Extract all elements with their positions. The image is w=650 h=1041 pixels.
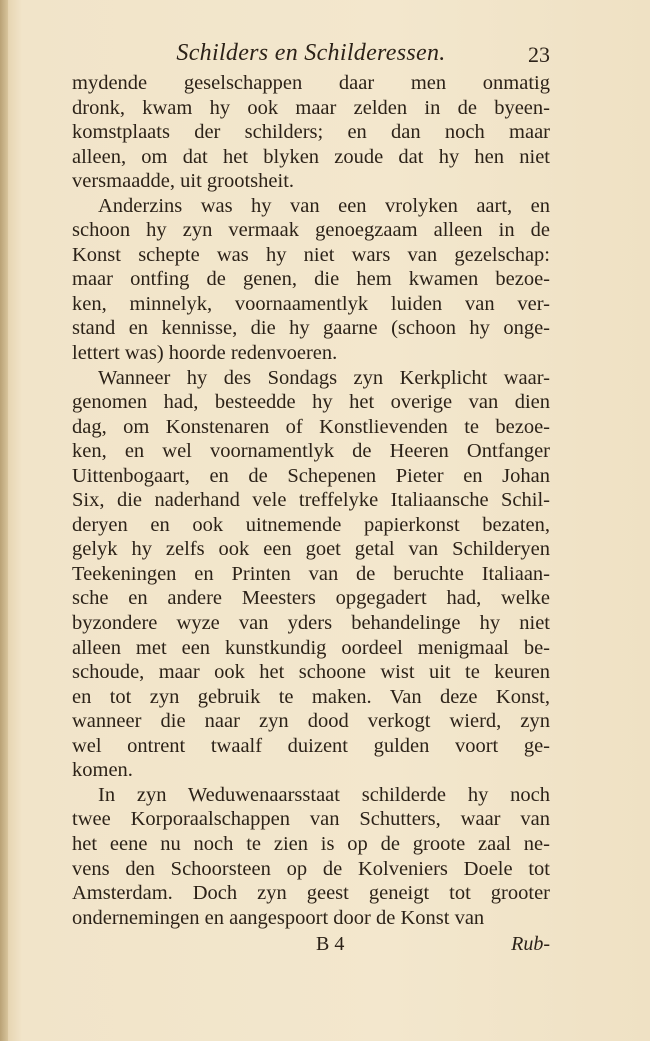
text-line: wanneer die naar zyn dood verkogt wierd, zyn bbox=[72, 710, 550, 733]
text-line: twee Korporaalschappen van Schutters, waar van bbox=[72, 808, 550, 831]
text-line: alleen, om dat het blyken zoude dat hy hen niet bbox=[72, 145, 550, 168]
text-line: In zyn Weduwenaarsstaat schilderde hy noch bbox=[98, 783, 550, 806]
page-number: 23 bbox=[528, 42, 550, 67]
text-line: Konst schepte was hy niet wars van gezelschap: bbox=[72, 243, 550, 266]
text-line: Uittenbogaart, en de Schepenen Pieter en Johan bbox=[72, 464, 550, 487]
catchword: Rub- bbox=[511, 933, 550, 955]
text-line: mydende geselschappen daar men onmatig bbox=[72, 72, 550, 94]
text-line: byzondere wyze van yders behandelinge hy niet bbox=[72, 612, 550, 635]
paragraph bbox=[72, 783, 550, 930]
text-line: maar ontfing de genen, die hem kwamen bezoe- bbox=[72, 268, 550, 291]
text-line: sche en andere Meesters opgegadert had, welke bbox=[72, 587, 550, 610]
page-footer bbox=[72, 933, 550, 961]
text-line: alleen met een kunstkundig oordeel menigmaal be- bbox=[72, 636, 550, 659]
signature-mark: B 4 bbox=[316, 933, 345, 955]
text-line: komen. bbox=[72, 759, 133, 782]
text-line: versmaadde, uit grootsheit. bbox=[72, 170, 295, 193]
text-body bbox=[72, 71, 550, 930]
text-line: het eene nu noch te zien is op de groote zaal ne- bbox=[72, 832, 550, 855]
paragraph bbox=[72, 194, 550, 366]
text-line: ken, minnelyk, voornaamentlyk luiden van ver- bbox=[72, 292, 550, 315]
text-line: komstplaats der schilders; en dan noch maar bbox=[72, 121, 550, 144]
text-line: schoude, maar ook het schoone wist uit te keuren bbox=[72, 661, 550, 684]
text-line: vens den Schoorsteen op de Kolveniers Doele tot bbox=[72, 857, 550, 880]
text-line: lettert was) hoorde redenvoeren. bbox=[72, 342, 338, 365]
text-line: dag, om Konstenaren of Konstlievenden te bezoe- bbox=[72, 415, 550, 438]
paragraph bbox=[72, 366, 550, 783]
page-binding-edge bbox=[0, 0, 8, 1041]
text-line: wel ontrent twaalf duizent gulden voort ge- bbox=[72, 734, 550, 757]
page-header bbox=[72, 40, 550, 70]
text-line: ondernemingen en aangespoort door de Konst van bbox=[72, 906, 485, 929]
text-line: deryen en ook uitnemende papierkonst bezaten, bbox=[72, 513, 550, 536]
text-line: gelyk hy zelfs ook een goet getal van Schilderyen bbox=[72, 538, 550, 561]
running-title: Schilders en Schilderessen. bbox=[176, 40, 446, 66]
text-line: schoon hy zyn vermaak genoegzaam alleen in de bbox=[72, 219, 550, 242]
text-line: Amsterdam. Doch zyn geest geneigt tot grooter bbox=[72, 882, 550, 905]
paragraph bbox=[72, 71, 550, 194]
text-line: ken, en wel voornamentlyk de Heeren Ontfanger bbox=[72, 440, 550, 463]
text-line: Six, die naderhand vele treffelyke Italiaansche Schil- bbox=[72, 489, 550, 512]
text-line: Teekeningen en Printen van de beruchte Italiaan- bbox=[72, 562, 550, 585]
text-line: stand en kennisse, die hy gaarne (schoon hy onge- bbox=[72, 317, 550, 340]
text-line: genomen had, besteedde hy het overige van dien bbox=[72, 391, 550, 414]
text-line: dronk, kwam hy ook maar zelden in de byeen- bbox=[72, 96, 550, 119]
text-line: en tot zyn gebruik te maken. Van deze Konst, bbox=[72, 685, 550, 708]
text-line: Anderzins was hy van een vrolyken aart, en bbox=[98, 194, 550, 217]
text-line: Wanneer hy des Sondags zyn Kerkplicht waar- bbox=[98, 366, 550, 389]
